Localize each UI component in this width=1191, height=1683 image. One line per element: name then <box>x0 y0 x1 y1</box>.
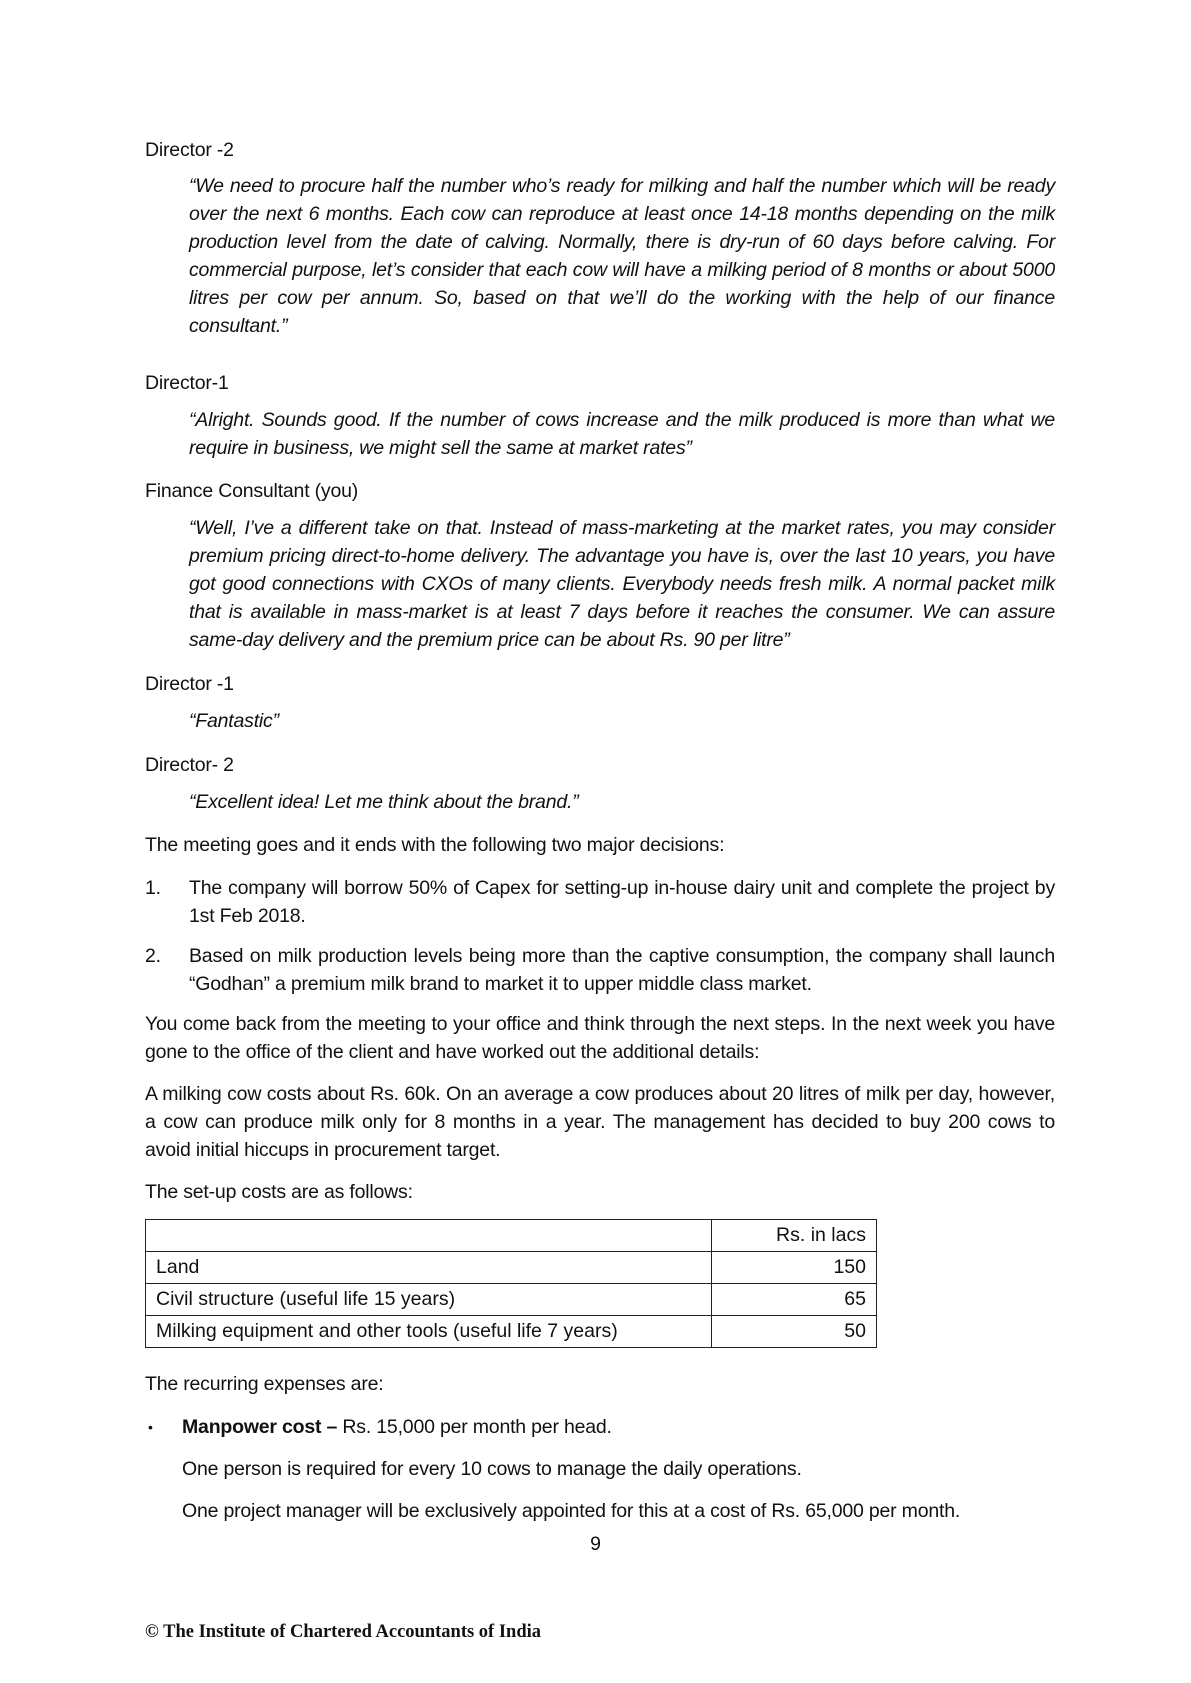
decision-text: The company will borrow 50% of Capex for setting-up in-house dairy unit and complete the project by 1st Feb 2018. <box>189 877 1055 927</box>
footer-copyright: © The Institute of Chartered Accountants of India <box>145 1622 542 1642</box>
setup-cost-table <box>145 1219 877 1348</box>
manpower-line-3: One project manager will be exclusively appointed for this at a cost of Rs. 65,000 per month. <box>182 1500 961 1522</box>
table-header-cell: Rs. in lacs <box>712 1220 877 1252</box>
table-cell: 65 <box>712 1284 877 1316</box>
speaker-director-1-second: Director -1 <box>145 673 234 695</box>
speaker-director-1: Director-1 <box>145 372 229 394</box>
setup-intro: The set-up costs are as follows: <box>145 1181 413 1203</box>
table-cell: 50 <box>712 1316 877 1348</box>
table-cell: Milking equipment and other tools (useful life 7 years) <box>146 1316 712 1348</box>
manpower-text: Rs. 15,000 per month per head. <box>337 1416 612 1438</box>
quote-director-2-second: “Excellent idea! Let me think about the brand.” <box>189 791 579 813</box>
recurring-intro: The recurring expenses are: <box>145 1373 384 1395</box>
decision-text: Based on milk production levels being more than the captive consumption, the company shall launch “Godhan” a premium milk brand to market it to upper middle class market. <box>189 945 1055 995</box>
table-header-cell <box>146 1220 712 1252</box>
para-milking-cow: A milking cow costs about Rs. 60k. On an average a cow produces about 20 litres of milk per day, however, a cow can produce milk only for 8 months in a year. The management has decided to buy 200 cows to avoid initial hiccups in procurement target. <box>145 1083 1055 1161</box>
manpower-line <box>182 1413 1055 1441</box>
quote-director-1: “Alright. Sounds good. If the number of cows increase and the milk produced is more than what we require in business, we might sell the same at market rates” <box>189 409 1055 459</box>
table-cell: Civil structure (useful life 15 years) <box>146 1284 712 1316</box>
table-row <box>146 1316 877 1348</box>
table-row <box>146 1284 877 1316</box>
table-cell: Land <box>146 1252 712 1284</box>
speaker-director-2: Director -2 <box>145 139 234 161</box>
manpower-title: Manpower cost – <box>182 1416 338 1438</box>
table-header-row <box>146 1220 877 1252</box>
quote-director-1-second: “Fantastic” <box>189 710 279 732</box>
bullet-icon: • <box>148 1419 153 1435</box>
decision-number: 1. <box>145 877 161 899</box>
decision-number: 2. <box>145 945 161 967</box>
quote-director-2: “We need to procure half the number who’s ready for milking and half the number which will be ready over the next 6 months. Each cow can reproduce at least once 14-18 months depending on the milk production level from the date of calving. Normally, there is dry-run of 60 days before calving. For commercial purpose, let’s consider that each cow will have a milking period of 8 months or about 5000 litres per cow per annum. So, based on that we’ll do the working with the help of our finance consultant.” <box>189 175 1055 337</box>
page-number: 9 <box>590 1533 601 1555</box>
table-row <box>146 1252 877 1284</box>
table-cell: 150 <box>712 1252 877 1284</box>
quote-finance-consultant: “Well, I’ve a different take on that. Instead of mass-marketing at the market rates, you may consider premium pricing direct-to-home delivery. The advantage you have is, over the last 10 years, you have got good connections with CXOs of many clients. Everybody needs fresh milk. A normal packet milk that is available in mass-market is at least 7 days before it reaches the consumer. We can assure same-day delivery and the premium price can be about Rs. 90 per litre” <box>189 517 1055 651</box>
speaker-finance-consultant: Finance Consultant (you) <box>145 480 359 502</box>
speaker-director-2-second: Director- 2 <box>145 754 234 776</box>
manpower-line-2: One person is required for every 10 cows to manage the daily operations. <box>182 1458 802 1480</box>
meeting-intro: The meeting goes and it ends with the following two major decisions: <box>145 834 725 856</box>
para-next-steps: You come back from the meeting to your office and think through the next steps. In the next week you have gone to the office of the client and have worked out the additional details: <box>145 1013 1055 1063</box>
